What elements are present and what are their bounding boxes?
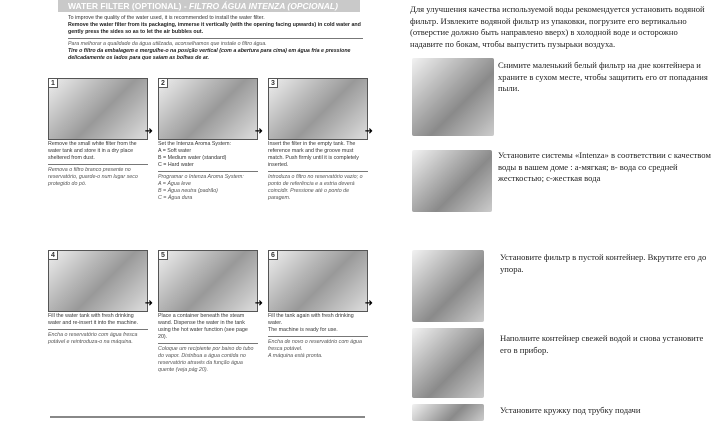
step-number: 6	[268, 250, 278, 260]
divider	[48, 164, 148, 165]
step-image	[48, 250, 153, 312]
step-1	[48, 78, 153, 188]
header-title-en: WATER FILTER (OPTIONAL) -	[68, 1, 190, 11]
intro-en-bold: Remove the water filter from its packaging, immerse it vertically (with the opening facing upwards) in cold water and gently press the sides so as to let the air bubbles out.	[68, 22, 361, 35]
ru-image-fill	[412, 328, 484, 398]
divider	[268, 171, 368, 172]
divider	[268, 336, 368, 337]
step-text-pt: Programar o Intenza Aroma System: A = Água leve B = Água neutra (padrão) C = Água dura	[158, 174, 244, 201]
divider	[158, 343, 258, 344]
step-text-en: Fill the tank again with fresh drinking water. The machine is ready for use.	[268, 313, 354, 333]
step-text-pt: Remova o filtro branco presente no reservatório, guarde-o num lugar seco protegido do pó.	[48, 167, 138, 187]
ru-image-filter	[412, 150, 492, 212]
arrow-icon: ➜	[254, 126, 263, 137]
ru-step-2: Установите системы «Intenza» в соответствии с качеством воды в вашем доме : а-мягкая; в- вода со средней жесткостью; с-жесткая вода	[498, 150, 711, 183]
ru-image-container	[412, 404, 484, 421]
step-image	[268, 250, 373, 312]
step-text-en: Fill the water tank with fresh drinking water and re-insert it into the machine.	[48, 313, 139, 326]
section-header	[58, 0, 360, 12]
arrow-icon: ➜	[144, 298, 153, 309]
ru-image-tank	[412, 58, 494, 136]
step-image	[158, 250, 263, 312]
intro-pt-text: Para melhorar a qualidade da água utilizada, aconselhamos que instale o filtro água.	[68, 41, 267, 47]
arrow-icon: ➜	[364, 298, 373, 309]
divider	[68, 38, 363, 39]
ru-intro: Для улучшения качества используемой воды рекомендуется установить водяной фильтр. Извлеките водяной фильтр из упаковки, погрузите его вертикально (отверстие должно быть направлено вверх) в холодной воде и осторожно надавите по бокам, чтобы выпустить пузырьки воздуха.	[410, 4, 705, 49]
divider	[48, 329, 148, 330]
intro-en	[68, 15, 363, 62]
step-4	[48, 250, 153, 346]
ru-step-5: Установите кружку под трубку подачи	[500, 405, 641, 415]
step-number: 1	[48, 78, 58, 88]
step-image	[158, 78, 263, 140]
step-3	[268, 78, 373, 202]
step-text-en: Set the Intenza Aroma System: A = Soft water B = Medium water (standard) C = Hard water	[158, 141, 232, 168]
ru-image-insert	[412, 250, 484, 322]
step-text-pt: Coloque um recipiente por baixo do tubo do vapor. Distribua a água contida no reservatório através da função água quente (veja pág 20).	[158, 346, 254, 373]
step-image	[48, 78, 153, 140]
step-5	[158, 250, 263, 374]
step-number: 5	[158, 250, 168, 260]
ru-step-4: Наполните контейнер свежей водой и снова установите его в прибор.	[500, 333, 704, 355]
intro-en-text: To improve the quality of the water used, it is recommended to install the water filter.	[68, 15, 265, 21]
step-text-en: Remove the small white filter from the water tank and store it in a dry place sheltered from dust.	[48, 141, 137, 161]
arrow-icon: ➜	[254, 298, 263, 309]
header-title-pt: FILTRO ÁGUA INTENZA (OPCIONAL)	[189, 1, 338, 11]
ru-step-3: Установите фильтр в пустой контейнер. Вкрутите его до упора.	[500, 252, 707, 274]
step-6	[268, 250, 373, 360]
step-text-pt: Encha o reservatório com água fresca potável e reintroduza-o na máquina.	[48, 332, 138, 345]
step-image	[268, 78, 373, 140]
step-text-en: Insert the filter in the empty tank. The reference mark and the groove must match. Push firmly until it is completely inserted.	[268, 141, 359, 168]
arrow-icon: ➜	[364, 126, 373, 137]
step-2	[158, 78, 263, 202]
page-bottom-rule	[50, 416, 365, 418]
step-number: 2	[158, 78, 168, 88]
arrow-icon: ➜	[144, 126, 153, 137]
step-number: 4	[48, 250, 58, 260]
ru-step-1: Снимите маленький белый фильтр на дне контейнера и храните в сухом месте, чтобы защитить его от попадания пыли.	[498, 60, 708, 93]
step-text-en: Place a container beneath the steam wand. Dispense the water in the tank using the hot water function (see page 20).	[158, 313, 248, 340]
step-text-pt: Introduza o filtro no reservatório vazio; o ponto de referência e a estria deverá coincidir. Pressione até o ponto de paragem.	[268, 174, 363, 201]
step-number: 3	[268, 78, 278, 88]
divider	[158, 171, 258, 172]
step-text-pt: Encha de novo o reservatório com água fresca potável. A máquina está pronta.	[268, 339, 362, 359]
intro-pt-bold: Tire o filtro da embalagem e mergulhe-o na posição vertical (com a abertura para cima) em água fria e pressione delicadamente os lados para que saiam as bolhas de ar.	[68, 48, 351, 61]
